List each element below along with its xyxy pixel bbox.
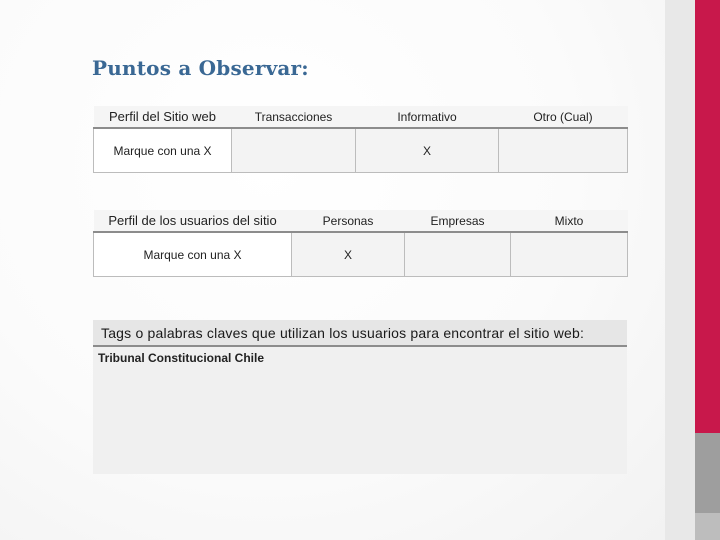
tags-answer-field[interactable] [93, 347, 627, 474]
side-bar-bottom [695, 433, 720, 513]
option-personas: Personas [292, 210, 405, 232]
option-otro: Otro (Cual) [499, 106, 628, 128]
option-mixto: Mixto [511, 210, 628, 232]
tags-answer-text: Tribunal Constitucional Chile [98, 351, 265, 365]
side-bar-footer [695, 513, 720, 540]
mark-cell-empresas[interactable] [405, 232, 511, 277]
site-profile-header: Perfil del Sitio web [94, 106, 232, 128]
user-profile-mark-row [94, 232, 628, 277]
user-profile-header: Perfil de los usuarios del sitio [94, 210, 292, 232]
tags-label: Tags o palabras claves que utilizan los usuarios para encontrar el sitio web: [93, 320, 627, 347]
mark-cell-personas[interactable]: X [292, 232, 405, 277]
user-profile-row-label: Marque con una X [94, 232, 292, 277]
page-title: Puntos a Observar: [92, 56, 309, 80]
option-informativo: Informativo [356, 106, 499, 128]
user-profile-header-row [94, 210, 628, 232]
site-profile-mark-row [94, 128, 628, 173]
mark-cell-otro[interactable] [499, 128, 628, 173]
site-profile-header-row [94, 106, 628, 128]
mark-cell-transacciones[interactable] [232, 128, 356, 173]
mark-cell-mixto[interactable] [511, 232, 628, 277]
user-profile-table [93, 210, 628, 277]
mark-cell-informativo[interactable]: X [356, 128, 499, 173]
option-transacciones: Transacciones [232, 106, 356, 128]
side-accent-bar [695, 0, 720, 433]
site-profile-row-label: Marque con una X [94, 128, 232, 173]
side-bar-gray [665, 0, 695, 540]
option-empresas: Empresas [405, 210, 511, 232]
site-profile-table [93, 106, 628, 173]
